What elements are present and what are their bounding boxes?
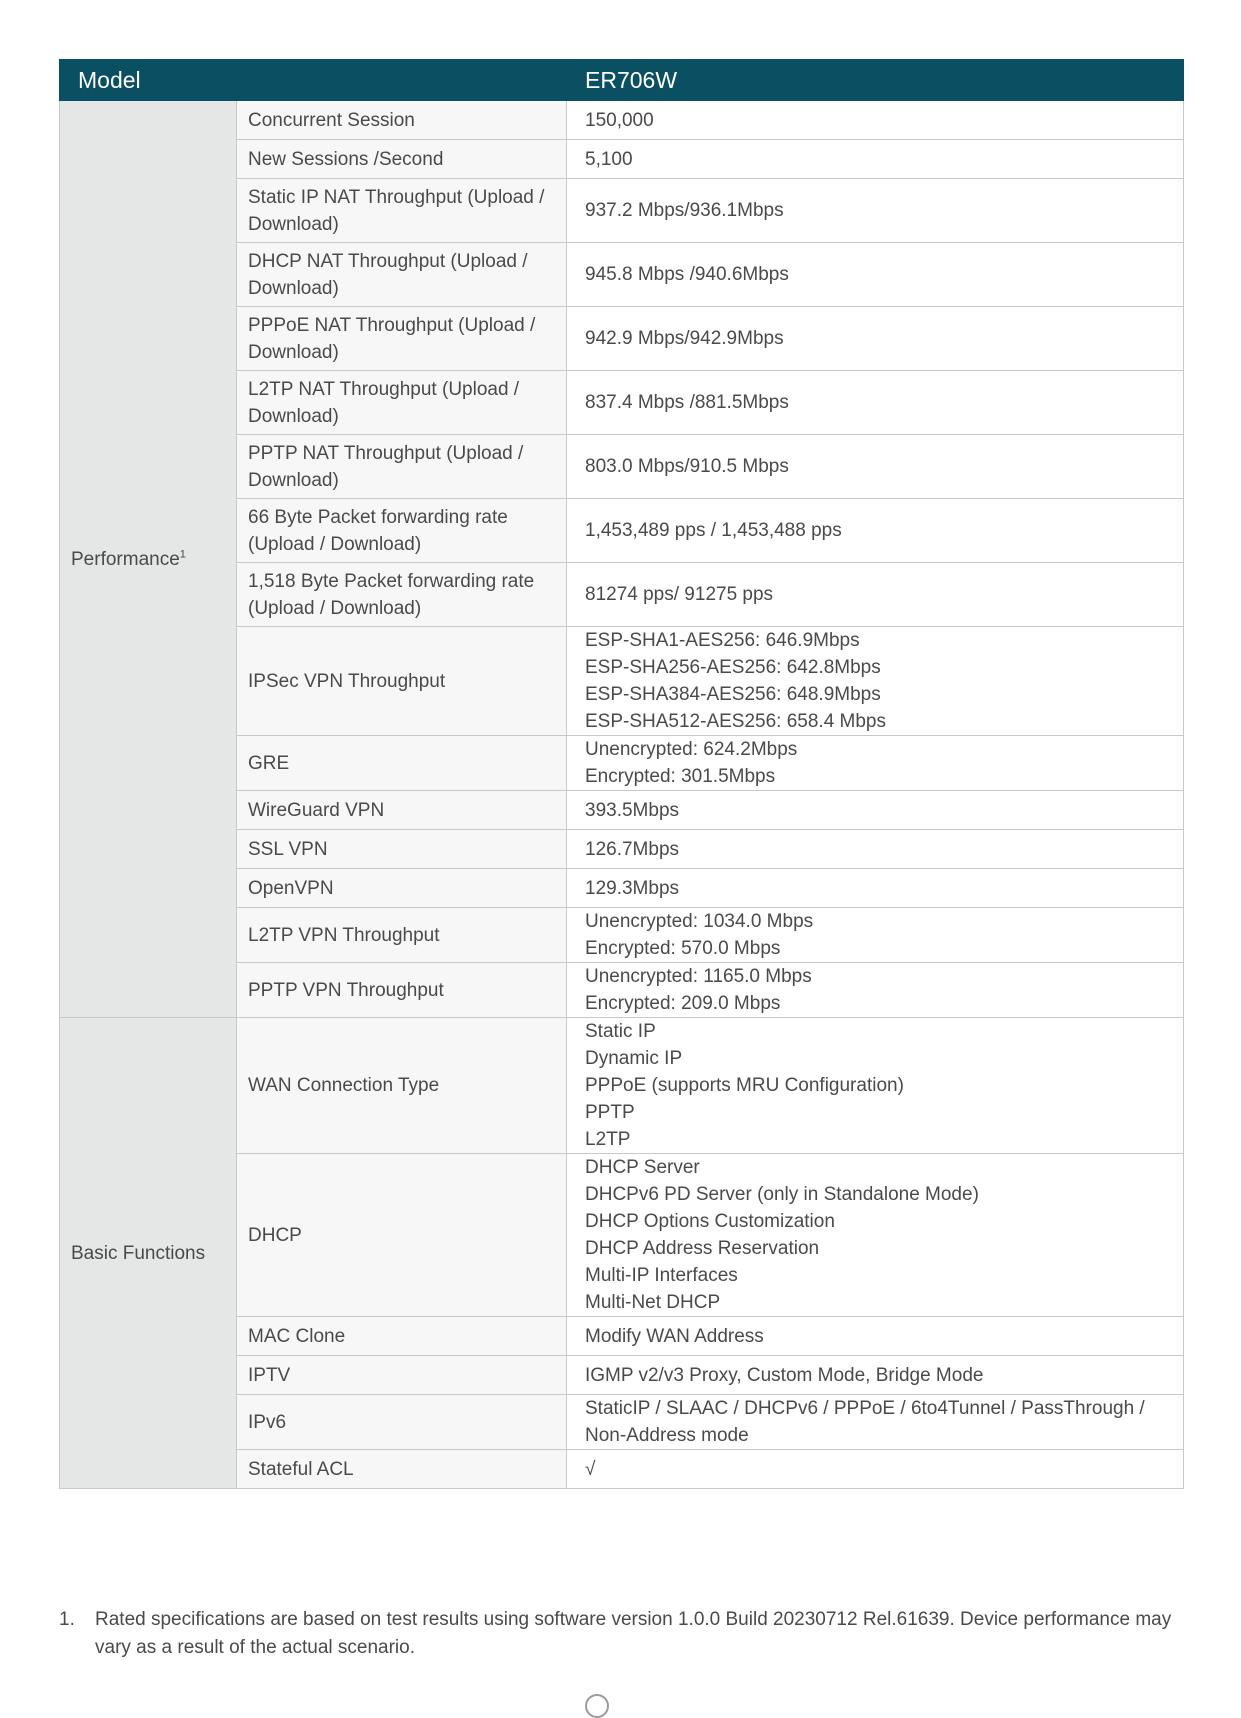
value-line: IGMP v2/v3 Proxy, Custom Mode, Bridge Mode [585, 1364, 984, 1386]
feature-value [567, 101, 1184, 140]
value-line: Encrypted: 301.5Mbps [585, 766, 776, 787]
value-line: Encrypted: 209.0 Mbps [585, 993, 781, 1014]
value-line: 837.4 Mbps /881.5Mbps [585, 392, 789, 413]
value-line: Unencrypted: 624.2Mbps [585, 739, 798, 760]
feature-name: PPPoE NAT Throughput (Upload / Download) [237, 307, 567, 371]
feature-value [567, 1450, 1184, 1489]
value-line: L2TP [585, 1129, 631, 1150]
value-line: Multi-Net DHCP [585, 1292, 721, 1313]
value-line: ESP-SHA256-AES256: 642.8Mbps [585, 657, 881, 678]
value-line: 150,000 [585, 109, 654, 131]
value-line: PPTP [585, 1102, 635, 1123]
feature-name: IPv6 [237, 1395, 567, 1450]
value-line: 937.2 Mbps/936.1Mbps [585, 200, 784, 221]
value-line: Encrypted: 570.0 Mbps [585, 938, 781, 959]
page-marker-icon [585, 1694, 609, 1718]
feature-value [567, 791, 1184, 830]
category-basic-functions [60, 1018, 237, 1489]
feature-name: GRE [237, 736, 567, 791]
value-line: 81274 pps/ 91275 pps [585, 584, 774, 605]
feature-value [567, 1317, 1184, 1356]
footnote-ref: 1 [179, 548, 186, 561]
feature-name: Static IP NAT Throughput (Upload / Download) [237, 179, 567, 243]
feature-name: New Sessions /Second [237, 140, 567, 179]
feature-value [567, 627, 1184, 736]
feature-name: IPTV [237, 1356, 567, 1395]
feature-name: IPSec VPN Throughput [237, 627, 567, 736]
model-label: Model [60, 60, 567, 101]
feature-value [567, 307, 1184, 371]
feature-name: MAC Clone [237, 1317, 567, 1356]
feature-name: WireGuard VPN [237, 791, 567, 830]
feature-value [567, 1356, 1184, 1395]
category-performance [60, 101, 237, 1018]
feature-value [567, 435, 1184, 499]
value-line: DHCPv6 PD Server (only in Standalone Mode) [585, 1184, 979, 1205]
spec-body [60, 101, 1184, 1489]
value-line: Dynamic IP [585, 1048, 683, 1069]
feature-name: SSL VPN [237, 830, 567, 869]
feature-name: WAN Connection Type [237, 1018, 567, 1154]
feature-value [567, 1154, 1184, 1317]
value-line: ESP-SHA512-AES256: 658.4 Mbps [585, 711, 887, 732]
feature-value [567, 563, 1184, 627]
value-line: Multi-IP Interfaces [585, 1265, 738, 1286]
feature-name: DHCP [237, 1154, 567, 1317]
footnote-text: Rated specifications are based on test results using software version 1.0.0 Build 20230712 Rel.61639. Device performance may vary as a result of the actual scenario. [95, 1609, 1172, 1658]
table-header-row [60, 60, 1184, 101]
feature-name: L2TP VPN Throughput [237, 908, 567, 963]
spec-table [59, 59, 1184, 1489]
value-line: Unencrypted: 1165.0 Mbps [585, 966, 812, 987]
feature-name: PPTP VPN Throughput [237, 963, 567, 1018]
value-line: 129.3Mbps [585, 877, 680, 899]
feature-name: Concurrent Session [237, 101, 567, 140]
feature-value [567, 736, 1184, 791]
value-line: Unencrypted: 1034.0 Mbps [585, 911, 814, 932]
value-line: DHCP Options Customization [585, 1211, 835, 1232]
feature-value [567, 963, 1184, 1018]
feature-name: L2TP NAT Throughput (Upload / Download) [237, 371, 567, 435]
value-line: 5,100 [585, 148, 633, 170]
feature-value [567, 140, 1184, 179]
feature-value [567, 830, 1184, 869]
footnote [59, 1606, 1183, 1662]
category-performance-label: Performance [71, 548, 180, 570]
feature-value [567, 1395, 1184, 1450]
feature-name: PPTP NAT Throughput (Upload / Download) [237, 435, 567, 499]
feature-name: Stateful ACL [237, 1450, 567, 1489]
value-line: 1,453,489 pps / 1,453,488 pps [585, 520, 842, 541]
feature-name: 66 Byte Packet forwarding rate (Upload / Download) [237, 499, 567, 563]
value-line: 126.7Mbps [585, 838, 680, 860]
category-basic-functions-label: Basic Functions [71, 1242, 206, 1264]
value-line: 942.9 Mbps/942.9Mbps [585, 328, 784, 349]
feature-name: DHCP NAT Throughput (Upload / Download) [237, 243, 567, 307]
feature-value [567, 869, 1184, 908]
value-line: DHCP Server [585, 1157, 700, 1178]
table-row [60, 101, 1184, 140]
value-line: 945.8 Mbps /940.6Mbps [585, 264, 789, 285]
feature-value [567, 371, 1184, 435]
value-line: PPPoE (supports MRU Configuration) [585, 1075, 904, 1096]
footnote-number: 1. [59, 1609, 75, 1630]
feature-value [567, 908, 1184, 963]
value-line: 803.0 Mbps/910.5 Mbps [585, 456, 789, 477]
feature-value [567, 179, 1184, 243]
value-line: StaticIP / SLAAC / DHCPv6 / PPPoE / 6to4Tunnel / PassThrough / Non-Address mode [585, 1398, 1145, 1446]
value-line: ESP-SHA1-AES256: 646.9Mbps [585, 630, 860, 651]
feature-name: OpenVPN [237, 869, 567, 908]
value-line: ESP-SHA384-AES256: 648.9Mbps [585, 684, 881, 705]
feature-name: 1,518 Byte Packet forwarding rate (Upload / Download) [237, 563, 567, 627]
table-row [60, 1018, 1184, 1154]
value-line: DHCP Address Reservation [585, 1238, 820, 1259]
feature-value [567, 243, 1184, 307]
feature-value [567, 499, 1184, 563]
value-line: Static IP [585, 1021, 656, 1042]
model-value: ER706W [567, 60, 1184, 101]
value-line: 393.5Mbps [585, 799, 680, 821]
value-line: Modify WAN Address [585, 1325, 764, 1347]
value-line: √ [585, 1458, 596, 1480]
feature-value [567, 1018, 1184, 1154]
